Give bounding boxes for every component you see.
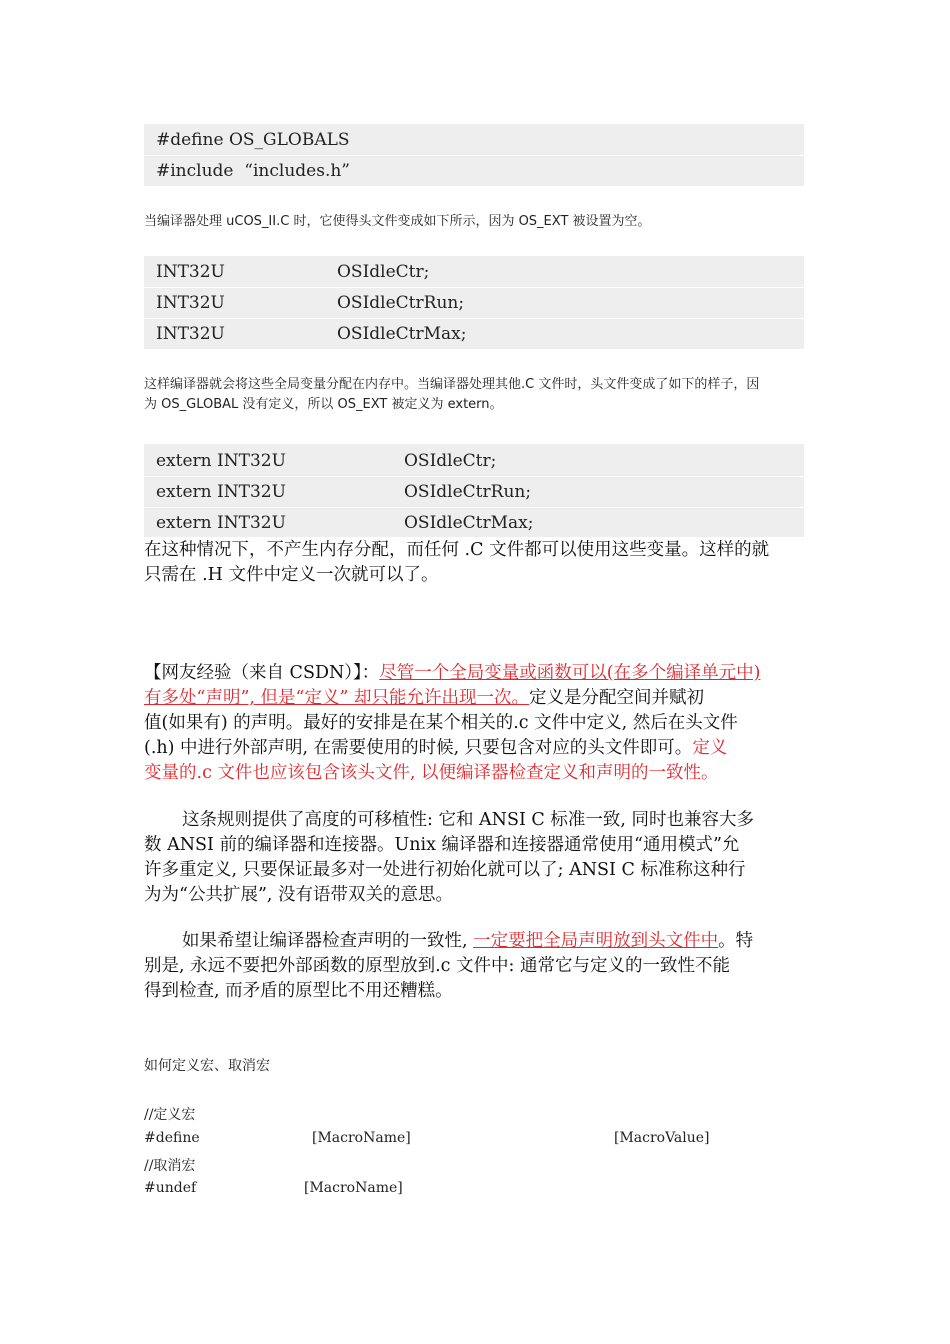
- code-var: OSIdleCtrRun;: [404, 482, 532, 502]
- define-keyword: #define: [144, 1130, 200, 1146]
- body-text: (.h) 中进行外部声明, 在需要使用的时候, 只要包含对应的头文件即可。: [144, 738, 693, 758]
- paragraph-line: 这条规则提供了高度的可移植性: 它和 ANSI C 标准一致, 同时也兼容大多: [182, 810, 755, 830]
- paragraph-line: 许多重定义, 只要保证最多对一处进行初始化就可以了; ANSI C 标准称这种行: [144, 860, 746, 880]
- paragraph-line: 得到检查, 而矛盾的原型比不用还糟糕。: [144, 981, 453, 1001]
- code-var: OSIdleCtr;: [337, 262, 430, 282]
- paragraph-line: 变量的.c 文件也应该包含该头文件, 以便编译器检查定义和声明的一致性。: [144, 763, 719, 783]
- experience-label: 【网友经验（来自 CSDN）】：: [144, 663, 380, 683]
- code-row: [144, 288, 804, 318]
- code-line: [144, 156, 804, 186]
- comment-define: //定义宏: [144, 1107, 196, 1123]
- code-var: OSIdleCtr;: [404, 451, 497, 471]
- body-text: 如果希望让编译器检查声明的一致性,: [182, 931, 474, 951]
- code-text: #define OS_GLOBALS: [156, 130, 350, 150]
- body-text: 定义是分配空间并赋初: [528, 688, 704, 708]
- paragraph-ucos-processing: 当编译器处理 uCOS_II.C 时，它使得头文件变成如下所示，因为 OS_EXT 被设置为空。: [144, 214, 651, 229]
- code-text: #include “includes.h”: [156, 161, 350, 181]
- paragraph-line: 为 OS_GLOBAL 没有定义，所以 OS_EXT 被定义为 extern。: [144, 397, 503, 412]
- highlight-text: 尽管一个全局变量或函数可以(在多个编译单元中): [379, 663, 761, 683]
- highlight-text: 一定要把全局声明放到头文件中: [473, 931, 719, 951]
- paragraph-line: 为为“公共扩展”, 没有语带双关的意思。: [144, 885, 454, 905]
- highlight-text: 有多处“声明”, 但是“定义” 却只能允许出现一次。: [144, 688, 529, 708]
- code-row: [144, 446, 804, 476]
- paragraph-line: [144, 736, 824, 761]
- paragraph-line: 别是, 永远不要把外部函数的原型放到.c 文件中: 通常它与定义的一致性不能: [144, 956, 731, 976]
- macro-heading: 如何定义宏、取消宏: [144, 1058, 270, 1074]
- paragraph-line: [144, 661, 824, 686]
- undef-keyword: #undef: [144, 1180, 197, 1196]
- code-row: [144, 508, 804, 538]
- code-var: OSIdleCtrMax;: [404, 513, 534, 533]
- paragraph-line: 只需在 .H 文件中定义一次就可以了。: [144, 565, 439, 585]
- comment-undef: //取消宏: [144, 1158, 196, 1174]
- code-var: OSIdleCtrMax;: [337, 324, 467, 344]
- code-type: extern INT32U: [156, 513, 286, 533]
- define-macro-name: [MacroName]: [312, 1130, 411, 1146]
- code-row: [144, 477, 804, 507]
- code-block-globals: [144, 124, 804, 186]
- paragraph-consistency: [144, 929, 824, 1004]
- code-row: [144, 257, 804, 287]
- paragraph-portability: [144, 808, 824, 908]
- code-row: [144, 319, 804, 349]
- paragraph-no-allocation: [144, 538, 824, 588]
- highlight-text: 定义: [692, 738, 728, 758]
- paragraph-line: 在这种情况下，不产生内存分配，而任何 .C 文件都可以使用这些变量。这样的就: [144, 540, 770, 560]
- paragraph-line: 值(如果有) 的声明。最好的安排是在某个相关的.c 文件中定义, 然后在头文件: [144, 713, 738, 733]
- body-text: 。特: [718, 931, 754, 951]
- paragraph-other-c-files: [144, 375, 824, 415]
- code-type: INT32U: [156, 324, 225, 344]
- code-type: INT32U: [156, 262, 225, 282]
- code-line: [144, 125, 804, 155]
- paragraph-line: 这样编译器就会将这些全局变量分配在内存中。当编译器处理其他.C 文件时，头文件变成了如下的样子，因: [144, 377, 760, 392]
- paragraph-line: 数 ANSI 前的编译器和连接器。Unix 编译器和连接器通常使用“通用模式”允: [144, 835, 740, 855]
- undef-macro-name: [MacroName]: [304, 1180, 403, 1196]
- code-var: OSIdleCtrRun;: [337, 293, 465, 313]
- code-type: INT32U: [156, 293, 225, 313]
- code-type: extern INT32U: [156, 451, 286, 471]
- code-type: extern INT32U: [156, 482, 286, 502]
- paragraph-experience: [144, 661, 824, 786]
- paragraph-line: [144, 686, 824, 711]
- code-block-declarations: [144, 256, 804, 349]
- code-block-extern: [144, 444, 804, 537]
- define-macro-value: [MacroValue]: [614, 1130, 710, 1146]
- paragraph-line: [144, 929, 824, 954]
